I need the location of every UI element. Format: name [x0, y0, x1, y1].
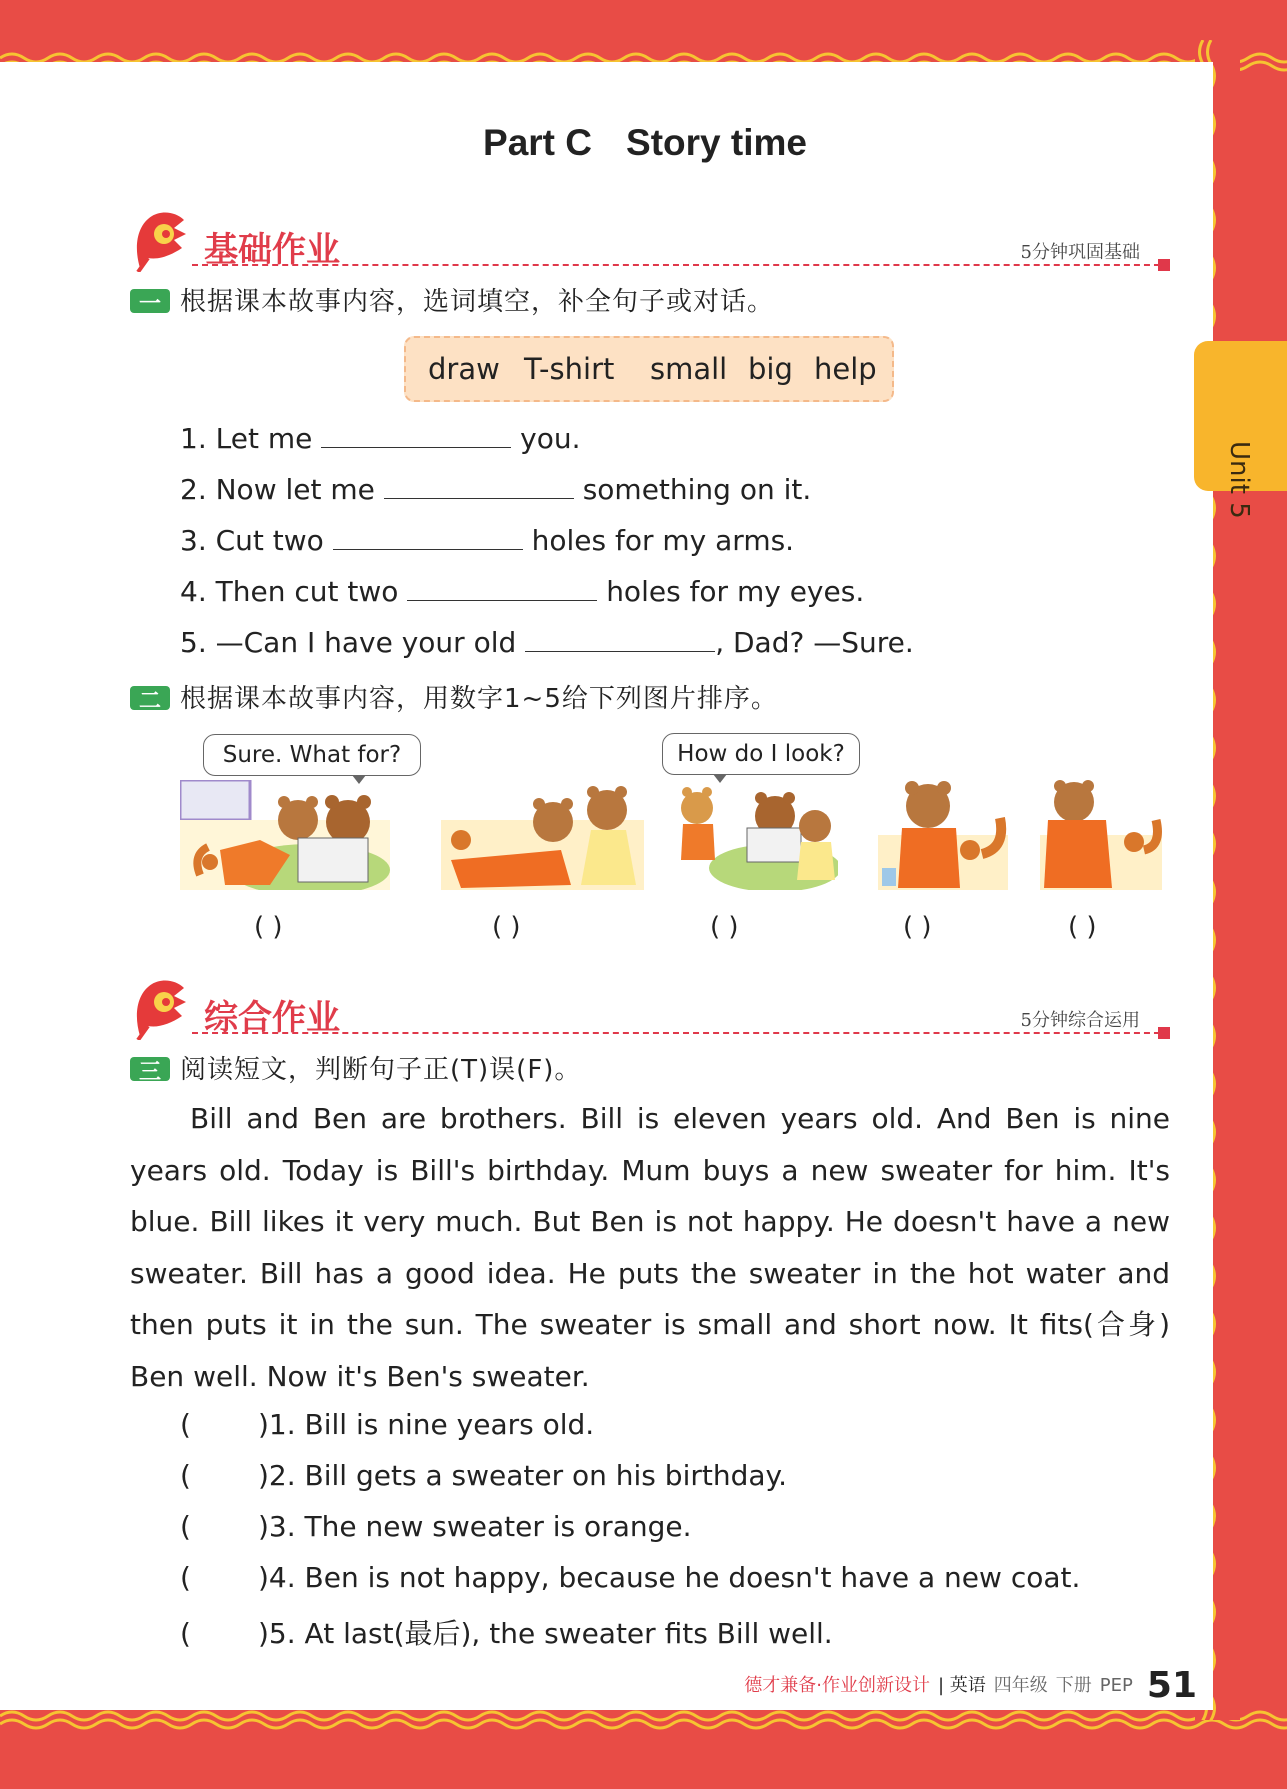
story-picture-1: [180, 780, 390, 890]
fill-item-5: 5. —Can I have your old , Dad? —Sure.: [180, 626, 914, 659]
ex2-instruction-text: 根据课本故事内容，用数字1~5给下列图片排序。: [180, 684, 778, 714]
section-comprehensive-title: 综合作业: [204, 998, 340, 1038]
fill-item-2: 2. Now let me something on it.: [180, 473, 812, 506]
fill-item-3: 3. Cut two holes for my arms.: [180, 524, 795, 557]
tf-item-2: ( )2. Bill gets a sweater on his birthday.: [180, 1459, 787, 1492]
tf-answer-slot[interactable]: (: [180, 1561, 191, 1594]
section-comprehensive-header: [130, 976, 1170, 1046]
ex2-badge: 二: [130, 686, 170, 710]
page-footer: [744, 1665, 1197, 1706]
footer-edition: PEP: [1099, 1675, 1133, 1696]
story-picture-4: [878, 780, 1008, 890]
answer-blank[interactable]: [525, 625, 715, 652]
tf-item-4: ( )4. Ben is not happy, because he doesn't have a new coat.: [180, 1561, 1081, 1594]
order-answer-3[interactable]: ( ): [710, 912, 739, 942]
tf-item-3: ( )3. The new sweater is orange.: [180, 1510, 692, 1543]
mascot-icon: [130, 976, 192, 1040]
section-divider-end: [1158, 1027, 1170, 1039]
footer-brand: 德才兼备·作业创新设计: [744, 1675, 930, 1696]
tf-answer-slot[interactable]: (: [180, 1408, 191, 1441]
section-basic-note: 5分钟巩固基础: [1020, 242, 1140, 263]
fill-item-4: 4. Then cut two holes for my eyes.: [180, 575, 865, 608]
word-bank-item: big: [748, 352, 793, 386]
word-bank-item: help: [814, 352, 877, 386]
story-picture-2: [441, 780, 644, 890]
reading-passage: Bill and Ben are brothers. Bill is eleven years old. And Ben is nine years old. Today is Bill's birthday. Mum buys a new sweater for him. It's blue. Bill likes it very much. But Ben is not happy. He doesn't have a new sweater. Bill has a good idea. He puts the sweater in the hot water and then puts it in the sun. The sweater is small and short now. It fits(合身) Ben well. Now it's Ben's sweater.: [130, 1102, 1170, 1393]
order-answer-2[interactable]: ( ): [492, 912, 521, 942]
word-bank: [404, 336, 894, 402]
fill-item-1: 1. Let me you.: [180, 422, 581, 455]
ex3-badge: 三: [130, 1057, 170, 1081]
section-comprehensive-note: 5分钟综合运用: [1020, 1010, 1140, 1031]
tf-item-1: ( )1. Bill is nine years old.: [180, 1408, 595, 1441]
word-bank-item: small: [650, 352, 728, 386]
tf-answer-slot[interactable]: (: [180, 1459, 191, 1492]
section-basic-title: 基础作业: [204, 230, 340, 270]
section-divider-end: [1158, 259, 1170, 271]
page-number: 51: [1146, 1665, 1197, 1706]
tf-item-5: ( )5. At last(最后), the sweater fits Bill well.: [180, 1617, 833, 1650]
mascot-icon: [130, 208, 192, 272]
answer-blank[interactable]: [384, 472, 574, 499]
tf-answer-slot[interactable]: (: [180, 1510, 191, 1543]
answer-blank[interactable]: [407, 574, 597, 601]
answer-blank[interactable]: [333, 523, 523, 550]
ex1-badge: 一: [130, 289, 170, 313]
word-bank-item: T-shirt: [524, 352, 615, 386]
unit-tab: [1194, 341, 1287, 519]
order-answer-4[interactable]: ( ): [903, 912, 932, 942]
story-picture-3: [675, 780, 838, 890]
tf-answer-slot[interactable]: (: [180, 1617, 191, 1650]
footer-grade: 四年级: [993, 1675, 1048, 1696]
frame-bottom-border: [0, 1700, 1287, 1789]
order-answer-1[interactable]: ( ): [254, 912, 283, 942]
section-divider: [192, 1032, 1170, 1034]
answer-blank[interactable]: [321, 421, 511, 448]
story-picture-5: [1040, 780, 1162, 890]
section-basic-header: [130, 208, 1170, 278]
ex3-instruction-text: 阅读短文，判断句子正(T)误(F)。: [180, 1055, 582, 1085]
speech-bubble-1: Sure. What for?: [203, 734, 421, 776]
title-part: Part C: [483, 122, 593, 163]
speech-bubble-2: How do I look?: [662, 733, 860, 775]
unit-tab-label: Unit 5: [1224, 441, 1254, 519]
ex1-instruction-text: 根据课本故事内容，选词填空，补全句子或对话。: [180, 287, 775, 317]
footer-subject: | 英语: [938, 1675, 986, 1696]
title-name: Story time: [626, 122, 807, 163]
order-answer-5[interactable]: ( ): [1068, 912, 1097, 942]
footer-term: 下册: [1055, 1675, 1092, 1696]
page-title: [0, 122, 1287, 164]
word-bank-item: draw: [428, 352, 500, 386]
section-divider: [192, 264, 1170, 266]
